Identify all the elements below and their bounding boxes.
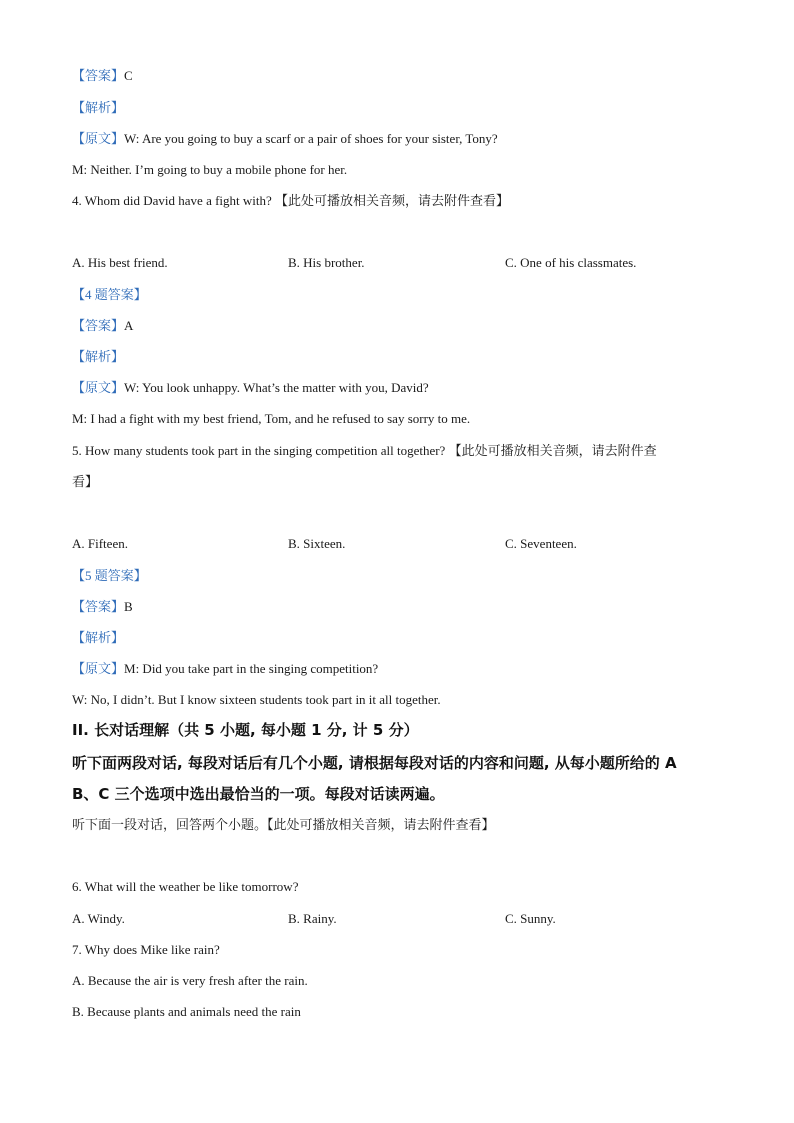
analysis-tag: 【解析】	[72, 100, 125, 115]
q4-option-b: B. His brother.	[288, 255, 365, 270]
answer-tag: 【答案】	[72, 599, 125, 614]
q4-analysis-tag: 【解析】	[72, 349, 125, 364]
question-5-cont: 看】	[72, 474, 99, 489]
answer-value: A	[124, 318, 134, 333]
answer-tag: 【答案】	[72, 318, 125, 333]
q7-option-a: A. Because the air is very fresh after the rain.	[72, 973, 308, 988]
q6-option-c: C. Sunny.	[505, 911, 556, 926]
q4-transcript-line	[72, 379, 429, 397]
q5-answer-heading: 【5 题答案】	[72, 568, 147, 583]
question-4: 4. Whom did David have a fight with? 【此处可播放相关音频，请去附件查看】	[72, 193, 510, 208]
answer-tag: 【答案】	[72, 68, 125, 83]
transcript-text: M: Did you take part in the singing competition?	[124, 661, 379, 676]
q4-dialogue-line: M: I had a fight with my best friend, Tom, and he refused to say sorry to me.	[72, 411, 471, 426]
q5-answer-line	[72, 598, 133, 616]
transcript-text: W: You look unhappy. What’s the matter with you, David?	[124, 380, 429, 395]
question-7: 7. Why does Mike like rain?	[72, 942, 220, 957]
answer-value: C	[124, 68, 133, 83]
question-5: 5. How many students took part in the singing competition all together? 【此处可播放相关音频，请去附件查	[72, 443, 657, 458]
q5-transcript-line	[72, 660, 378, 678]
q4-option-a: A. His best friend.	[72, 255, 168, 270]
section-2-instruction-2: B、C 三个选项中选出最恰当的一项。每段对话读两遍。	[72, 785, 445, 803]
q4-answer-line	[72, 317, 133, 335]
q6-option-a: A. Windy.	[72, 911, 125, 926]
q7-option-b: B. Because plants and animals need the rain	[72, 1004, 301, 1019]
section-2-sub-instruction: 听下面一段对话，回答两个小题。【此处可播放相关音频，请去附件查看】	[72, 817, 495, 832]
dialogue-line: M: Neither. I’m going to buy a mobile phone for her.	[72, 162, 348, 177]
q5-analysis-tag: 【解析】	[72, 630, 125, 645]
transcript-line	[72, 130, 498, 148]
q5-option-a: A. Fifteen.	[72, 536, 128, 551]
transcript-tag: 【原文】	[72, 131, 125, 146]
q5-dialogue-line: W: No, I didn’t. But I know sixteen students took part in it all together.	[72, 692, 441, 707]
q4-option-c: C. One of his classmates.	[505, 255, 637, 270]
q6-option-b: B. Rainy.	[288, 911, 337, 926]
q5-option-c: C. Seventeen.	[505, 536, 577, 551]
question-6: 6. What will the weather be like tomorrow?	[72, 879, 299, 894]
q5-option-b: B. Sixteen.	[288, 536, 346, 551]
transcript-text: W: Are you going to buy a scarf or a pair of shoes for your sister, Tony?	[124, 131, 498, 146]
answer-line	[72, 67, 133, 85]
answer-value: B	[124, 599, 133, 614]
transcript-tag: 【原文】	[72, 661, 125, 676]
section-2-instruction-1: 听下面两段对话, 每段对话后有几个小题, 请根据每段对话的内容和问题, 从每小题所给的 A	[72, 754, 677, 772]
transcript-tag: 【原文】	[72, 380, 125, 395]
section-2-title: II. 长对话理解（共 5 小题, 每小题 1 分, 计 5 分）	[72, 721, 419, 739]
q4-answer-heading: 【4 题答案】	[72, 287, 147, 302]
